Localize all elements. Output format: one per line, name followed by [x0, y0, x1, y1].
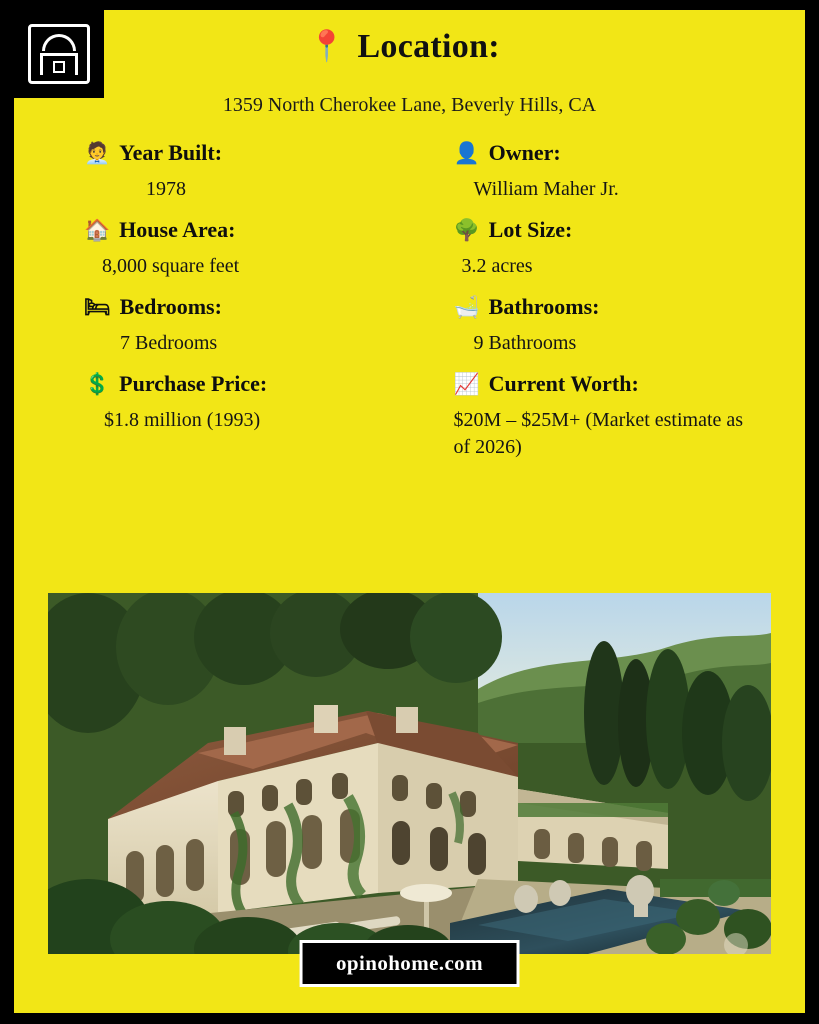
brand-logo [14, 10, 104, 98]
house-logo-icon [28, 24, 90, 84]
property-photo [48, 593, 771, 954]
fact-year-built-head [84, 140, 392, 166]
fact-owner-value: William Maher Jr. [473, 178, 619, 200]
fact-bathrooms-head [454, 294, 788, 320]
fact-purchase-price-head [84, 371, 392, 397]
fact-owner-label: Owner: [488, 140, 561, 165]
fact-lot-size-value: 3.2 acres [461, 255, 533, 277]
house-icon: 🏠 [84, 217, 111, 242]
logo-house-base [40, 53, 78, 75]
fact-owner [410, 132, 806, 209]
property-photo-illustration [48, 593, 771, 954]
fact-bedrooms [14, 286, 410, 363]
facts-grid [14, 132, 805, 467]
fact-current-worth-head [454, 371, 788, 397]
site-footer-badge[interactable] [299, 940, 520, 987]
fact-bathrooms-label: Bathrooms: [488, 294, 600, 319]
fact-bedrooms-head [84, 294, 392, 320]
fact-lot-size-head [454, 217, 788, 243]
address-text: 1359 North Cherokee Lane, Beverly Hills, CA [222, 94, 597, 116]
fact-year-built-value: 1978 [146, 178, 186, 200]
fact-house-area-head [84, 217, 392, 243]
fact-lot-size-label: Lot Size: [488, 217, 573, 242]
fact-house-area [14, 209, 410, 286]
fact-lot-size [410, 209, 806, 286]
fact-bedrooms-label: Bedrooms: [119, 294, 222, 319]
fact-bathrooms-value: 9 Bathrooms [473, 332, 577, 354]
money-icon: 💲 [84, 371, 111, 396]
fact-current-worth-value: $20M – $25M+ (Market estimate as of 2026) [453, 409, 744, 458]
fact-bedrooms-value: 7 Bedrooms [120, 332, 218, 354]
tree-icon: 🌳 [453, 217, 480, 242]
fact-purchase-price-label: Purchase Price: [119, 371, 268, 396]
fact-purchase-price-value: $1.8 million (1993) [104, 409, 261, 431]
fact-current-worth [410, 363, 806, 467]
fact-year-built [14, 132, 410, 209]
fact-current-worth-label: Current Worth: [488, 371, 639, 396]
bust-silhouette-icon: 👤 [453, 140, 480, 165]
site-footer-label: opinohome.com [336, 951, 483, 975]
fact-house-area-label: House Area: [119, 217, 236, 242]
bathtub-icon: 🛁 [453, 294, 480, 319]
poster-body [14, 10, 805, 1013]
fact-house-area-value: 8,000 square feet [102, 255, 240, 277]
fact-owner-head [454, 140, 788, 166]
fact-bathrooms [410, 286, 806, 363]
chart-increasing-icon: 📈 [453, 371, 480, 396]
page-title [104, 28, 704, 66]
location-pin-icon: 📍 [308, 30, 346, 63]
bed-icon: 🛏 [84, 294, 111, 319]
fact-year-built-label: Year Built: [119, 140, 223, 165]
fact-purchase-price [14, 363, 410, 467]
page-title-text: Location: [357, 28, 500, 65]
person-at-desk-icon: 🧑‍💼 [84, 140, 111, 165]
